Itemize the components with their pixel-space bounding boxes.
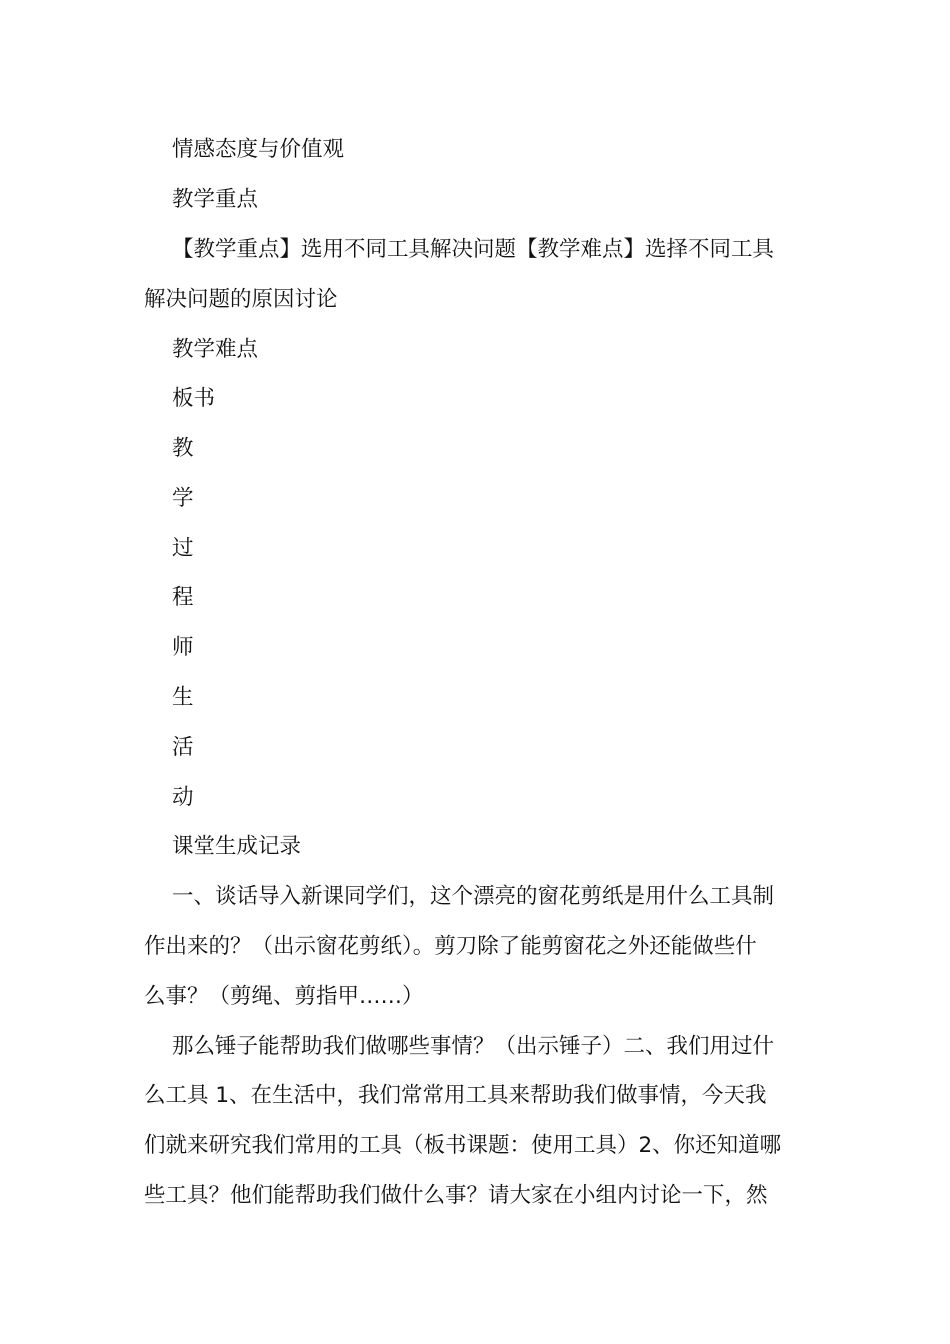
vertical-char: 过 — [172, 536, 194, 561]
paragraph-tools-line1: 那么锤子能帮助我们做哪些事情？（出示锤子）二、我们用过什 — [172, 1034, 775, 1059]
vertical-char: 程 — [172, 585, 194, 610]
paragraph-tools-line3: 们就来研究我们常用的工具（板书课题：使用工具）2、你还知道哪 — [144, 1133, 782, 1158]
paragraph-key-difficulty-line2: 解决问题的原因讨论 — [144, 287, 338, 312]
paragraph-tools-line2: 么工具 1、在生活中，我们常常用工具来帮助我们做事情，今天我 — [144, 1083, 767, 1108]
heading-key-points: 教学重点 — [172, 187, 259, 212]
paragraph-key-difficulty-line1: 【教学重点】选用不同工具解决问题【教学难点】选择不同工具 — [172, 237, 775, 262]
vertical-char: 教 — [172, 436, 194, 461]
paragraph-intro-line2: 作出来的？（出示窗花剪纸）。剪刀除了能剪窗花之外还能做些什 — [144, 934, 757, 959]
paragraph-intro-line1: 一、谈话导入新课同学们，这个漂亮的窗花剪纸是用什么工具制 — [172, 884, 775, 909]
heading-class-record: 课堂生成记录 — [172, 834, 302, 859]
heading-difficulty: 教学难点 — [172, 337, 259, 362]
paragraph-intro-line3: 么事？（剪绳、剪指甲……） — [144, 984, 424, 1009]
paragraph-tools-line4: 些工具？他们能帮助我们做什么事？请大家在小组内讨论一下，然 — [144, 1183, 768, 1208]
vertical-char: 活 — [172, 735, 194, 760]
vertical-char: 生 — [172, 685, 194, 710]
heading-attitudes-values: 情感态度与价值观 — [172, 137, 345, 162]
vertical-char: 学 — [172, 486, 194, 511]
vertical-char: 动 — [172, 785, 194, 810]
heading-blackboard: 板书 — [172, 386, 216, 411]
vertical-char: 师 — [172, 635, 194, 660]
